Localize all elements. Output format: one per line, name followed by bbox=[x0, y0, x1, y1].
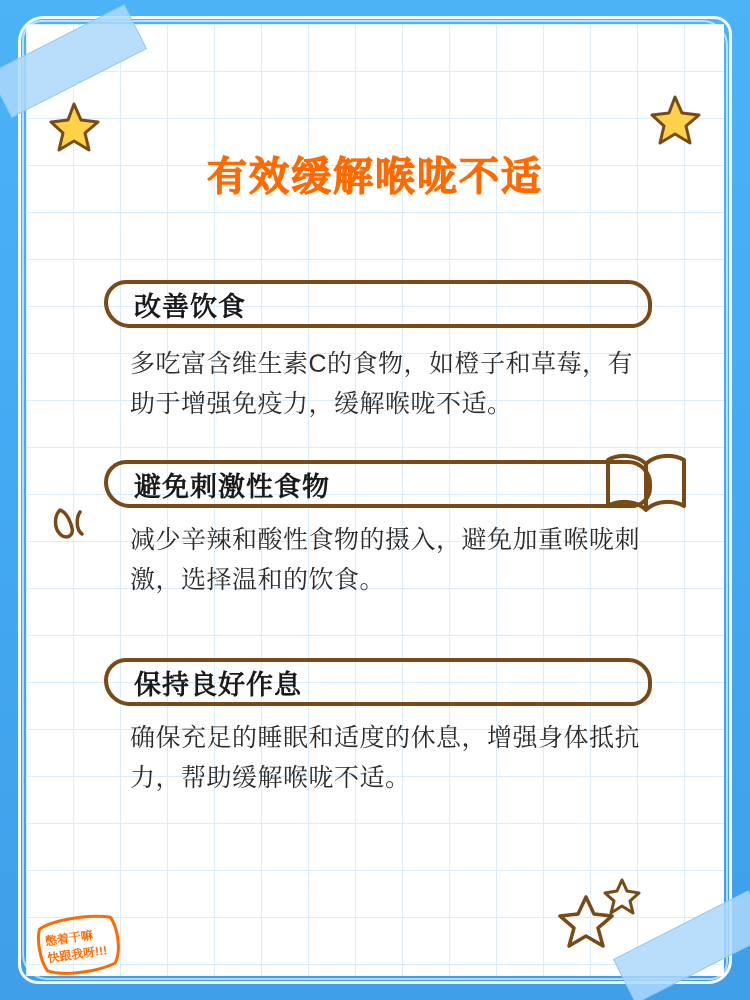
section-heading-text: 改善饮食 bbox=[134, 291, 246, 322]
section-item bbox=[104, 280, 652, 424]
section-heading-box bbox=[104, 460, 652, 508]
page-title: 有效缓解喉咙不适 bbox=[207, 155, 543, 199]
section-item bbox=[104, 460, 652, 600]
section-heading-text: 保持良好作息 bbox=[134, 669, 302, 700]
section-body-text: 减少辛辣和酸性食物的摄入，避免加重喉咙刺激，选择温和的饮食。 bbox=[130, 526, 641, 594]
section-heading-box bbox=[104, 658, 652, 706]
stamp-line-1: 憋着干嘛 bbox=[44, 928, 94, 949]
section-body-text: 多吃富含维生素C的食物，如橙子和草莓，有助于增强免疫力，缓解喉咙不适。 bbox=[130, 350, 634, 418]
content-sections bbox=[104, 280, 652, 824]
section-heading-box bbox=[104, 280, 652, 328]
section-body-text: 确保充足的睡眠和适度的休息，增强身体抵抗力，帮助缓解喉咙不适。 bbox=[130, 724, 641, 792]
section-item bbox=[104, 658, 652, 798]
section-heading-text: 避免刺激性食物 bbox=[134, 471, 330, 502]
corner-stamp bbox=[32, 908, 126, 981]
stamp-line-2: 快跟我呀!!! bbox=[46, 943, 108, 966]
